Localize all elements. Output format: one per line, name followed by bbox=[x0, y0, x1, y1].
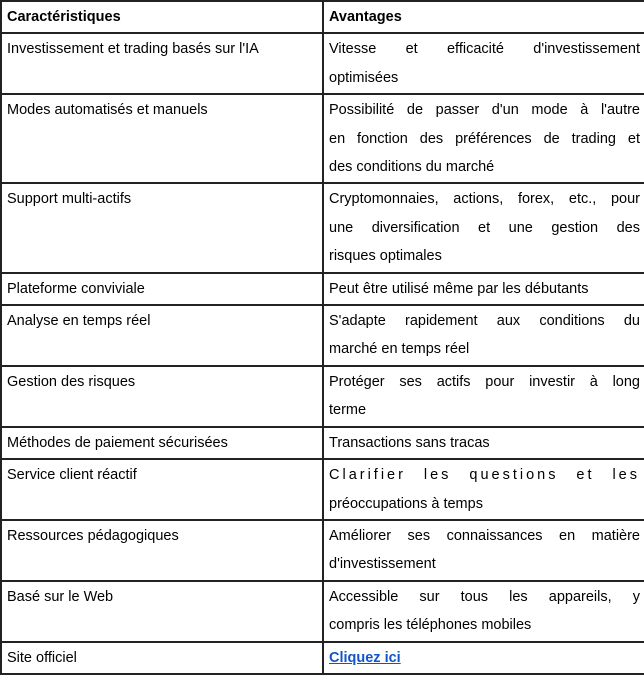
feature-cell: Basé sur le Web bbox=[1, 581, 323, 642]
header-avantages: Avantages bbox=[323, 1, 644, 33]
advantage-line: risques optimales bbox=[329, 248, 442, 265]
advantage-line: Améliorer ses connaissances en matière bbox=[329, 527, 640, 544]
header-row bbox=[1, 1, 644, 33]
feature-cell: Support multi-actifs bbox=[1, 183, 323, 272]
advantage-line: Vitesse et efficacité d'investissement bbox=[329, 41, 640, 58]
table-row bbox=[1, 366, 644, 427]
header-caracteristiques: Caractéristiques bbox=[1, 1, 323, 33]
table-row bbox=[1, 642, 644, 674]
table-row bbox=[1, 183, 644, 272]
table-row bbox=[1, 305, 644, 366]
advantage-cell[interactable] bbox=[323, 642, 644, 674]
table-row bbox=[1, 33, 644, 94]
advantage-line: Cryptomonnaies, actions, forex, etc., pour bbox=[329, 191, 640, 208]
feature-cell: Plateforme conviviale bbox=[1, 273, 323, 305]
official-site-link[interactable]: Cliquez ici bbox=[329, 649, 401, 666]
advantage-cell bbox=[323, 183, 644, 272]
advantage-cell bbox=[323, 33, 644, 94]
advantage-line: Peut être utilisé même par les débutants bbox=[329, 280, 589, 297]
feature-cell: Site officiel bbox=[1, 642, 323, 674]
advantage-cell bbox=[323, 94, 644, 183]
table-body bbox=[1, 33, 644, 674]
advantage-cell bbox=[323, 366, 644, 427]
advantage-line: d'investissement bbox=[329, 556, 436, 573]
feature-cell: Gestion des risques bbox=[1, 366, 323, 427]
advantage-line: S'adapte rapidement aux conditions du bbox=[329, 313, 640, 330]
advantage-line: marché en temps réel bbox=[329, 341, 470, 358]
feature-cell: Ressources pédagogiques bbox=[1, 520, 323, 581]
advantage-cell bbox=[323, 520, 644, 581]
advantage-cell bbox=[323, 273, 644, 305]
advantage-line: Transactions sans tracas bbox=[329, 434, 490, 451]
advantage-line: terme bbox=[329, 402, 367, 419]
advantage-line: des conditions du marché bbox=[329, 159, 495, 176]
table-row bbox=[1, 581, 644, 642]
advantage-line: Possibilité de passer d'un mode à l'autre bbox=[329, 102, 640, 119]
table-row bbox=[1, 94, 644, 183]
advantage-cell bbox=[323, 427, 644, 459]
advantage-line: optimisées bbox=[329, 69, 399, 86]
advantage-cell bbox=[323, 305, 644, 366]
table-row bbox=[1, 273, 644, 305]
advantage-cell bbox=[323, 581, 644, 642]
feature-cell: Investissement et trading basés sur l'IA bbox=[1, 33, 323, 94]
table-row bbox=[1, 459, 644, 520]
advantage-line: Clarifier les questions et les bbox=[329, 467, 640, 484]
advantage-line: Accessible sur tous les appareils, y bbox=[329, 588, 640, 605]
advantage-line: en fonction des préférences de trading et bbox=[329, 130, 640, 147]
advantage-line: préoccupations à temps bbox=[329, 495, 483, 512]
advantage-cell bbox=[323, 459, 644, 520]
advantage-line: compris les téléphones mobiles bbox=[329, 617, 532, 634]
feature-cell: Service client réactif bbox=[1, 459, 323, 520]
feature-cell: Méthodes de paiement sécurisées bbox=[1, 427, 323, 459]
advantage-line: Protéger ses actifs pour investir à long bbox=[329, 373, 640, 390]
advantage-line: une diversification et une gestion des bbox=[329, 219, 640, 236]
feature-cell: Analyse en temps réel bbox=[1, 305, 323, 366]
feature-cell: Modes automatisés et manuels bbox=[1, 94, 323, 183]
table-row bbox=[1, 520, 644, 581]
table-row bbox=[1, 427, 644, 459]
